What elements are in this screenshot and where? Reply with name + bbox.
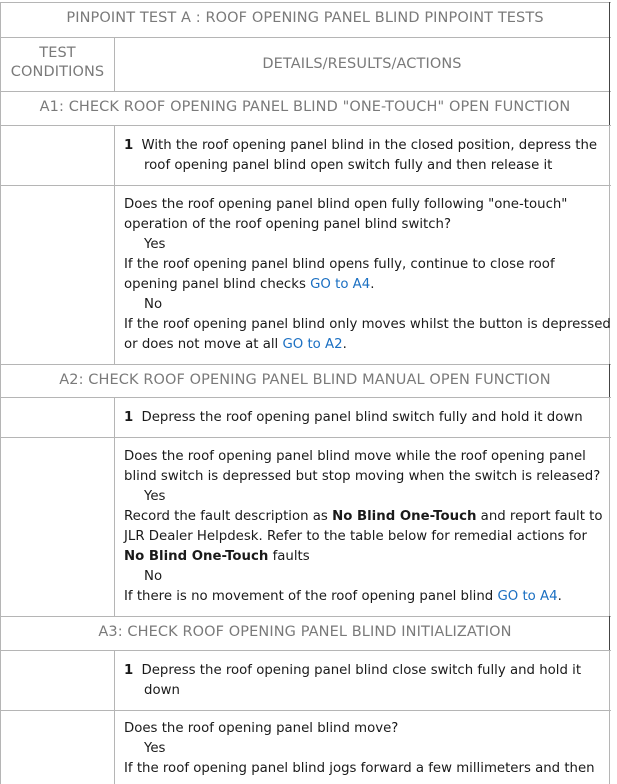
a2-go-to-a4-link[interactable]: GO to A4	[497, 589, 558, 604]
page-title: PINPOINT TEST A : ROOF OPENING PANEL BLIND PINPOINT TESTS	[66, 10, 544, 26]
a1-step: 1 With the roof opening panel blind in the closed position, depress the roof opening panel blind open switch fully and then release it	[124, 138, 598, 173]
a1-go-to-a2-link[interactable]: GO to A2	[282, 337, 343, 352]
a3-yes-label: Yes	[144, 741, 166, 756]
col-header-details: DETAILS/RESULTS/ACTIONS	[262, 56, 462, 72]
a2-heading: A2: CHECK ROOF OPENING PANEL BLIND MANUAL OPEN FUNCTION	[59, 372, 551, 388]
a3-step: 1 Depress the roof opening panel blind close switch fully and hold it down	[124, 663, 582, 698]
a1-go-to-a4-link[interactable]: GO to A4	[310, 277, 371, 292]
a1-heading: A1: CHECK ROOF OPENING PANEL BLIND "ONE-TOUCH" OPEN FUNCTION	[39, 99, 571, 115]
a1-no-label: No	[144, 297, 163, 312]
a1-result: Does the roof opening panel blind open fully following "one-touch" operation of the roof opening panel blind switch? Yes If the roof opening panel blind opens fully, continue to close roof opening panel blind checks GO to A4. No If the roof opening panel blind only moves whilst the button is depressed or does not move at all GO to A2.	[124, 197, 611, 352]
a2-yes-label: Yes	[144, 489, 166, 504]
col-header-test-conditions: TEST CONDITIONS	[10, 45, 105, 80]
a2-no-label: No	[144, 569, 163, 584]
a3-heading: A3: CHECK ROOF OPENING PANEL BLIND INITIALIZATION	[98, 624, 512, 640]
a1-yes-label: Yes	[144, 237, 166, 252]
a2-result: Does the roof opening panel blind move while the roof opening panel blind switch is depressed but stop moving when the switch is released? Yes Record the fault description as No Blind One-Touch and report fault to JLR Dealer Helpdesk. Refer to the table below for remedial actions for No Blind One-Touch faults No If there is no movement of the roof opening panel blind GO to A4.	[124, 449, 603, 604]
a3-result: Does the roof opening panel blind move? Yes If the roof opening panel blind jogs forward a few millimeters and then	[124, 721, 595, 776]
a2-step: 1 Depress the roof opening panel blind switch fully and hold it down	[124, 410, 583, 425]
